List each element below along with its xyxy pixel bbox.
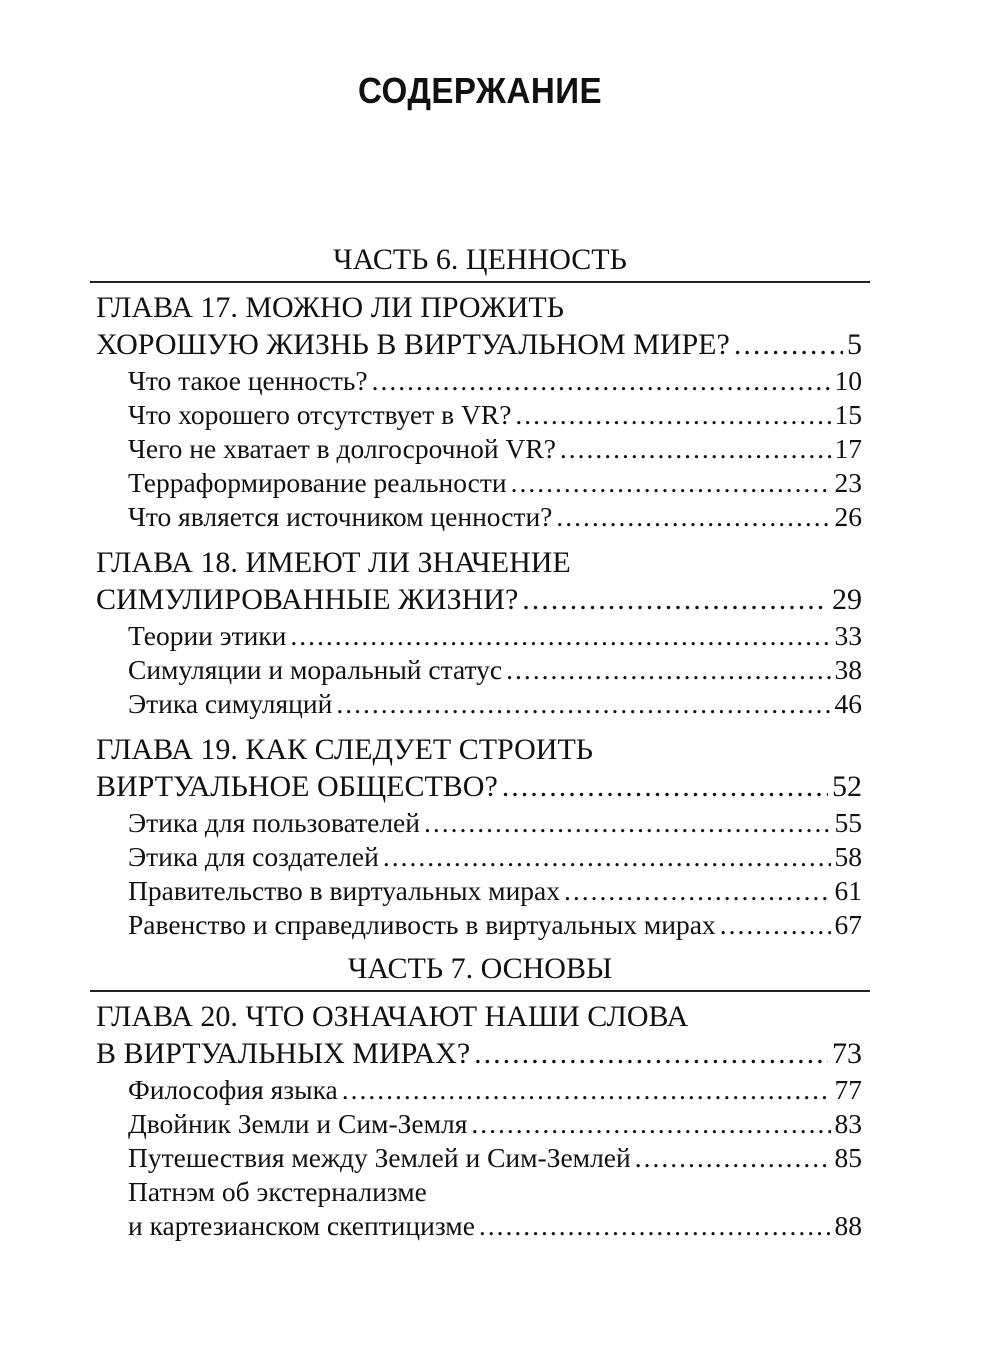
dot-leader (290, 619, 830, 653)
divider (90, 990, 870, 992)
page-number: 61 (834, 875, 862, 906)
section-title: Этика для создателей (128, 841, 379, 872)
part-heading: ЧАСТЬ 6. ЦЕННОСТЬ (333, 243, 627, 276)
section-title: Патнэм об экстернализме (128, 1176, 427, 1207)
section-title: Равенство и справедливость в виртуальных мирах (128, 909, 716, 940)
dot-leader (383, 840, 831, 874)
divider (90, 281, 870, 283)
dot-leader (734, 327, 843, 363)
page-number: 55 (834, 807, 862, 838)
section-title: Что является источником ценности? (128, 501, 553, 532)
chapter-entry[interactable] (96, 327, 862, 363)
dot-leader (479, 1209, 831, 1243)
page-number: 67 (834, 909, 862, 940)
chapter-entry[interactable] (96, 769, 862, 805)
section-entry[interactable] (128, 806, 862, 840)
dot-leader (502, 769, 828, 805)
page-number: 29 (832, 583, 862, 616)
section-entry[interactable] (128, 500, 862, 534)
dot-leader (336, 687, 830, 721)
chapter-title-line: В ВИРТУАЛЬНЫХ МИРАХ? (96, 1037, 471, 1070)
section-entry[interactable] (128, 432, 862, 466)
dot-leader (342, 1073, 831, 1107)
chapter-title-line: ГЛАВА 19. КАК СЛЕДУЕТ СТРОИТЬ (96, 733, 593, 766)
page-number: 73 (832, 1037, 862, 1070)
page-number: 88 (834, 1210, 862, 1241)
section-title: Философия языка (128, 1074, 338, 1105)
page-number: 26 (834, 501, 862, 532)
page-number: 23 (834, 467, 862, 498)
section-entry[interactable] (128, 466, 862, 500)
section-title: Что такое ценность? (128, 365, 368, 396)
dot-leader (372, 364, 831, 398)
section-entry[interactable] (128, 908, 862, 942)
section-entry[interactable] (128, 1209, 862, 1243)
section-title: Правительство в виртуальных мирах (128, 875, 560, 906)
section-entry[interactable] (128, 619, 862, 653)
section-title: Путешествия между Землей и Сим-Землей (128, 1142, 631, 1173)
section-entry[interactable] (128, 874, 862, 908)
page-number: 58 (834, 841, 862, 872)
section-title: Теории этики (128, 620, 287, 651)
dot-leader (474, 1036, 828, 1072)
dot-leader (471, 1107, 830, 1141)
section-title: Симуляции и моральный статус (128, 654, 503, 685)
dot-leader (635, 1141, 831, 1175)
section-title: и картезианском скептицизме (128, 1210, 475, 1241)
page-number: 38 (834, 654, 862, 685)
section-title: Этика симуляций (128, 688, 333, 719)
section-title: Двойник Земли и Сим-Земля (128, 1108, 468, 1139)
chapter-entry[interactable] (96, 1036, 862, 1072)
chapter-title-line: ГЛАВА 20. ЧТО ОЗНАЧАЮТ НАШИ СЛОВА (96, 1000, 689, 1033)
dot-leader (564, 874, 831, 908)
section-entry[interactable] (128, 398, 862, 432)
section-entry[interactable] (128, 653, 862, 687)
section-title: Что хорошего отсутствует в VR? (128, 399, 512, 430)
section-entry[interactable] (128, 687, 862, 721)
page-number: 5 (847, 328, 862, 361)
section-entry[interactable] (128, 1073, 862, 1107)
section-title: Чего не хватает в долгосрочной VR? (128, 433, 556, 464)
page-number: 33 (834, 620, 862, 651)
chapter-entry[interactable] (96, 582, 862, 618)
dot-leader (506, 653, 830, 687)
dot-leader (424, 806, 831, 840)
chapter-title-line: СИМУЛИРОВАННЫЕ ЖИЗНИ? (96, 583, 519, 616)
dot-leader (560, 432, 831, 466)
page-number: 15 (834, 399, 862, 430)
page-number: 85 (834, 1142, 862, 1173)
page-number: 52 (832, 770, 862, 803)
section-entry[interactable] (128, 1107, 862, 1141)
chapter-title-line: ХОРОШУЮ ЖИЗНЬ В ВИРТУАЛЬНОМ МИРЕ? (96, 328, 730, 361)
page-number: 77 (834, 1074, 862, 1105)
section-title: Этика для пользователей (128, 807, 420, 838)
chapter-title-line: ВИРТУАЛЬНОЕ ОБЩЕСТВО? (96, 770, 498, 803)
page-title: СОДЕРЖАНИЕ (357, 70, 603, 111)
page-number: 83 (834, 1108, 862, 1139)
page-number: 17 (834, 433, 862, 464)
section-entry[interactable] (128, 364, 862, 398)
chapter-title-line: ГЛАВА 18. ИМЕЮТ ЛИ ЗНАЧЕНИЕ (96, 546, 571, 579)
dot-leader (522, 582, 828, 618)
dot-leader (556, 500, 830, 534)
dot-leader (511, 466, 831, 500)
dot-leader (720, 908, 831, 942)
section-entry[interactable] (128, 1141, 862, 1175)
part-heading: ЧАСТЬ 7. ОСНОВЫ (347, 952, 613, 985)
section-entry[interactable] (128, 840, 862, 874)
dot-leader (515, 398, 830, 432)
page-number: 46 (834, 688, 862, 719)
chapter-title-line: ГЛАВА 17. МОЖНО ЛИ ПРОЖИТЬ (96, 291, 564, 324)
section-title: Терраформирование реальности (128, 467, 507, 498)
page-number: 10 (834, 365, 862, 396)
